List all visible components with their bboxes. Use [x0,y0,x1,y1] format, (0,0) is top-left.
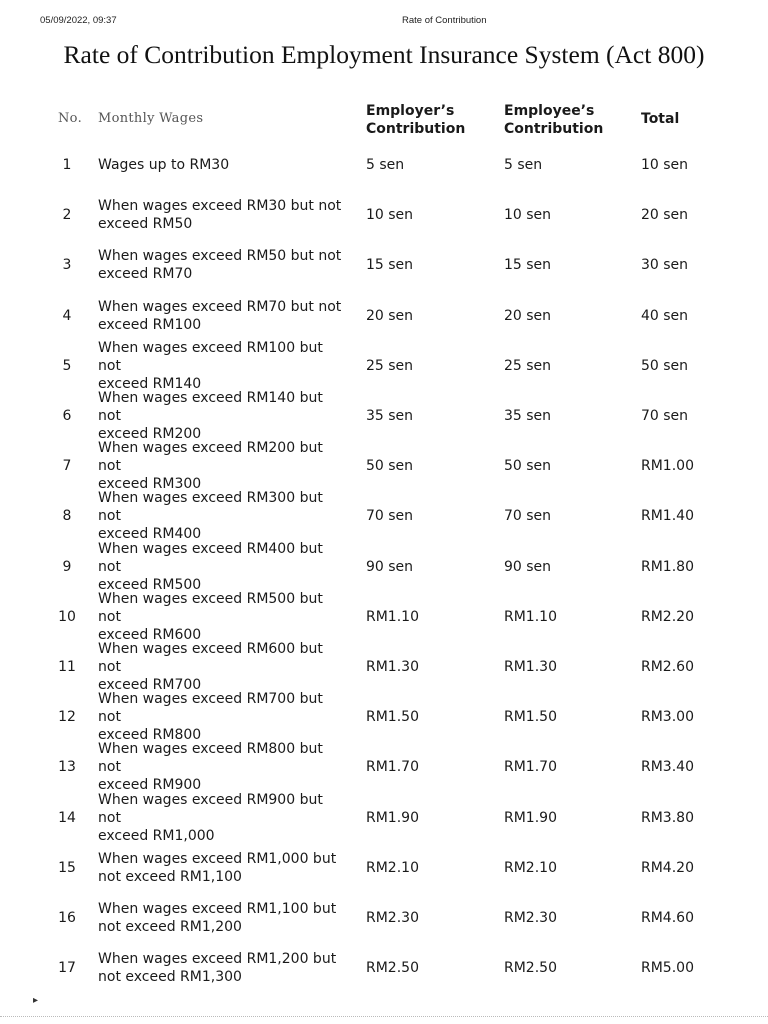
table-row [0,943,768,993]
row-wage-line1: When wages exceed RM1,000 but [98,850,337,867]
table-header-row [0,98,768,140]
row-employer-contribution: 35 sen [366,408,414,425]
row-total-contribution: 30 sen [641,257,689,274]
row-wage-range [98,291,348,341]
row-total-contribution: 40 sen [641,307,689,324]
row-employer-contribution: RM1.30 [366,658,419,675]
table-row [0,542,768,592]
row-wage-range [98,240,348,290]
column-header-employee-line2: Contribution [504,121,604,137]
row-wage-line1: When wages exceed RM400 but not [98,540,323,575]
row-wage-range [98,943,348,993]
row-employee-contribution: 35 sen [504,408,552,425]
row-wage-range [98,190,348,240]
column-header-employer-line2: Contribution [366,121,466,137]
row-wage-line1: When wages exceed RM100 but not [98,339,323,374]
row-employer-contribution: 10 sen [366,207,414,224]
row-wage-line1: When wages exceed RM900 but not [98,791,323,826]
table-row [0,441,768,491]
table-row [0,742,768,792]
page-bottom-divider [0,1016,768,1017]
row-wage-line1: When wages exceed RM30 but not [98,198,342,215]
row-total-contribution: RM4.20 [641,859,694,876]
row-wage-line1: When wages exceed RM140 but not [98,390,323,425]
row-employee-contribution: RM1.30 [504,658,557,675]
table-row [0,391,768,441]
row-employee-contribution: 70 sen [504,508,552,525]
table-row [0,491,768,541]
row-total-contribution: RM3.40 [641,759,694,776]
row-number: 4 [62,307,72,324]
row-wage-line1: When wages exceed RM70 but not [98,298,342,315]
row-total-contribution: RM2.60 [641,658,694,675]
column-header-employer [366,98,496,140]
row-employer-contribution: 50 sen [366,458,414,475]
row-number: 15 [58,859,76,876]
table-row [0,843,768,893]
row-total-contribution: 10 sen [641,157,689,174]
row-wage-line2: exceed RM70 [98,266,193,283]
row-employer-contribution: RM1.50 [366,709,419,726]
table-row [0,190,768,240]
row-wage-line2: exceed RM140 [98,375,202,392]
row-wage-line1: When wages exceed RM500 but not [98,590,323,625]
row-wage-range [98,341,348,391]
row-wage-line2: exceed RM50 [98,216,193,233]
row-employer-contribution: RM2.10 [366,859,419,876]
row-total-contribution: RM1.00 [641,458,694,475]
row-wage-line2: not exceed RM1,300 [98,969,242,986]
row-number: 13 [58,759,76,776]
row-wage-line2: exceed RM600 [98,626,202,643]
scan-mark: ▸ [33,995,39,1006]
row-number: 14 [58,809,76,826]
column-header-wages: Monthly Wages [98,111,204,126]
row-employer-contribution: RM1.70 [366,759,419,776]
row-employer-contribution: RM1.90 [366,809,419,826]
row-wage-range [98,843,348,893]
row-wage-line1: When wages exceed RM300 but not [98,490,323,525]
row-number: 16 [58,909,76,926]
table-row [0,792,768,842]
row-employee-contribution: RM1.70 [504,759,557,776]
row-wage-range [98,592,348,642]
column-header-employee [504,98,634,140]
row-total-contribution: RM4.60 [641,909,694,926]
row-employer-contribution: 5 sen [366,157,405,174]
column-header-no: No. [58,111,83,126]
row-number: 5 [62,357,72,374]
table-body [0,140,768,993]
row-employer-contribution: 25 sen [366,357,414,374]
row-number: 2 [62,207,72,224]
row-wage-range [98,491,348,541]
row-wage-line2: exceed RM100 [98,316,202,333]
print-page-title: Rate of Contribution [402,15,487,26]
row-employer-contribution: RM2.50 [366,960,419,977]
column-header-employer-line1: Employer’s [366,103,455,119]
row-number: 8 [62,508,72,525]
row-number: 9 [62,558,72,575]
row-employee-contribution: 5 sen [504,157,543,174]
row-wage-range [98,792,348,842]
row-employee-contribution: 20 sen [504,307,552,324]
row-employer-contribution: RM1.10 [366,608,419,625]
row-wage-range [98,742,348,792]
table-row [0,291,768,341]
row-number: 1 [62,157,72,174]
row-employee-contribution: 10 sen [504,207,552,224]
row-number: 3 [62,257,72,274]
row-wage-range [98,642,348,692]
print-datetime: 05/09/2022, 09:37 [40,15,117,26]
row-wage-line1: When wages exceed RM700 but not [98,691,323,726]
row-wage-line1: When wages exceed RM1,200 but [98,951,337,968]
row-number: 11 [58,658,76,675]
table-row [0,140,768,190]
row-wage-range [98,441,348,491]
row-wage-range [98,542,348,592]
print-header [0,15,768,29]
row-total-contribution: RM3.80 [641,809,694,826]
row-employee-contribution: 50 sen [504,458,552,475]
table-row [0,341,768,391]
row-wage-line2: exceed RM800 [98,727,202,744]
table-row [0,240,768,290]
row-wage-range [98,140,348,190]
row-number: 12 [58,709,76,726]
row-wage-line1: When wages exceed RM800 but not [98,741,323,776]
row-wage-line2: exceed RM900 [98,777,202,794]
row-wage-line1: When wages exceed RM1,100 but [98,900,337,917]
column-header-employee-line1: Employee’s [504,103,595,119]
row-employee-contribution: RM2.10 [504,859,557,876]
row-employee-contribution: RM1.90 [504,809,557,826]
row-employee-contribution: RM1.10 [504,608,557,625]
row-employee-contribution: 25 sen [504,357,552,374]
row-wage-line2: exceed RM300 [98,476,202,493]
row-total-contribution: RM3.00 [641,709,694,726]
row-total-contribution: RM1.80 [641,558,694,575]
table-row [0,692,768,742]
row-employee-contribution: 15 sen [504,257,552,274]
row-employer-contribution: RM2.30 [366,909,419,926]
row-number: 6 [62,408,72,425]
row-wage-range [98,391,348,441]
row-employee-contribution: RM2.50 [504,960,557,977]
row-wage-range [98,893,348,943]
row-employer-contribution: 90 sen [366,558,414,575]
table-row [0,592,768,642]
row-wage-line2: not exceed RM1,100 [98,868,242,885]
row-wage-line2: exceed RM500 [98,576,202,593]
row-total-contribution: 50 sen [641,357,689,374]
document-title: Rate of Contribution Employment Insurance System (Act 800) [63,40,705,69]
row-wage-line1: Wages up to RM30 [98,157,230,174]
row-number: 17 [58,960,76,977]
row-wage-line2: exceed RM200 [98,426,202,443]
row-wage-line1: When wages exceed RM600 but not [98,640,323,675]
row-total-contribution: 20 sen [641,207,689,224]
row-total-contribution: RM2.20 [641,608,694,625]
contribution-table [0,98,768,993]
row-employer-contribution: 15 sen [366,257,414,274]
row-employer-contribution: 70 sen [366,508,414,525]
row-employee-contribution: RM2.30 [504,909,557,926]
row-wage-line2: not exceed RM1,200 [98,918,242,935]
row-employee-contribution: RM1.50 [504,709,557,726]
row-wage-line2: exceed RM400 [98,526,202,543]
row-total-contribution: RM5.00 [641,960,694,977]
row-wage-line1: When wages exceed RM200 but not [98,440,323,475]
table-row [0,642,768,692]
row-wage-line2: exceed RM700 [98,676,202,693]
row-wage-line1: When wages exceed RM50 but not [98,248,342,265]
row-total-contribution: RM1.40 [641,508,694,525]
row-number: 10 [58,608,76,625]
row-employee-contribution: 90 sen [504,558,552,575]
row-wage-line2: exceed RM1,000 [98,827,215,844]
row-wage-range [98,692,348,742]
row-employer-contribution: 20 sen [366,307,414,324]
row-number: 7 [62,458,72,475]
row-total-contribution: 70 sen [641,408,689,425]
column-header-total: Total [641,111,680,127]
table-row [0,893,768,943]
